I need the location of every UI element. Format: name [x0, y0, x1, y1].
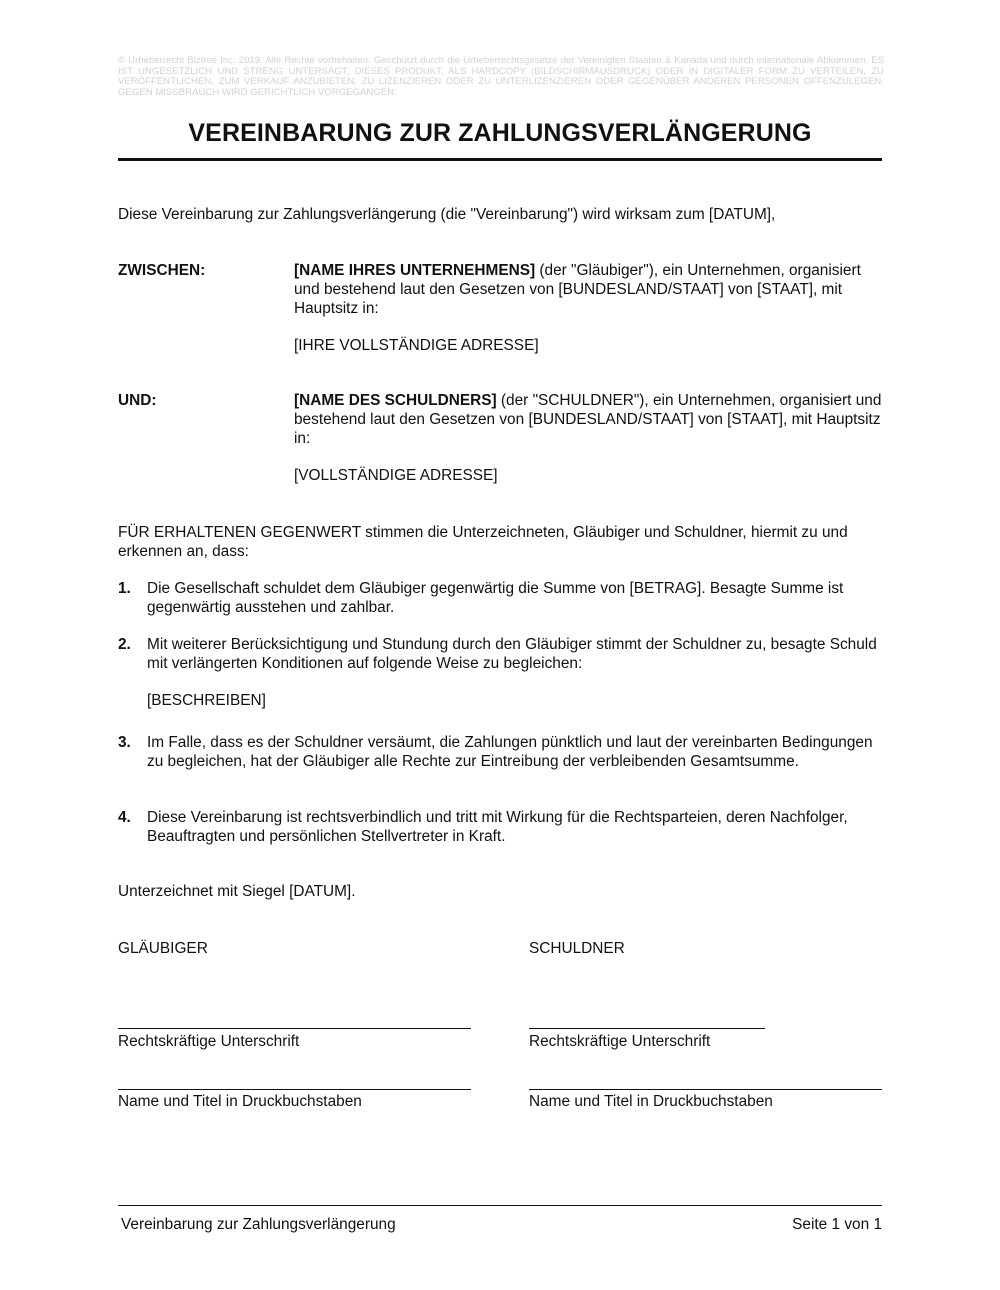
footer-page-number: Seite 1 von 1 [792, 1216, 882, 1233]
footer-divider [118, 1205, 882, 1206]
item-extra-placeholder: [BESCHREIBEN] [147, 692, 266, 709]
item-text: Die Gesellschaft schuldet dem Gläubiger gegenwärtig die Summe von [BETRAG]. Besagte Summe ist gegenwärtig ausstehen und zahlbar. [147, 580, 844, 616]
creditor-name: [NAME IHRES UNTERNEHMENS] [294, 262, 536, 279]
creditor-label: ZWISCHEN: [118, 262, 206, 279]
item-number: 1. [118, 580, 131, 597]
copyright-notice: © Urheberrecht Biztree Inc. 2019. Alle Rechte vorbehalten. Geschützt durch die Urheberrechtsgesetze der Vereinigten Staaten & Kanada und durch internationale Abkommen. ES IST UNGESETZLICH UND STRENG UNTERSAGT, DIESES PRODUKT, ALS HARDCOPY (BILDSCHIRMAUSDRUCK) ODER IN DIGITALER FORM ZU VERTEILEN, ZU VERÖFFENTLICHEN, ZUM VERKAUF ANZUBIETEN, ZU LIZENZIEREN ODER ZU UNTERLIZENZIEREN ODER GEGENÜBER ANDEREN PERSONEN OFFENZULEGEN. GEGEN MISSBRAUCH WIRD GERICHTLICH VORGEGANGEN. [118, 55, 884, 98]
debtor-signature-line [529, 1028, 765, 1029]
creditor-signature-label: Rechtskräftige Unterschrift [118, 1033, 300, 1050]
document-title: VEREINBARUNG ZUR ZAHLUNGSVERLÄNGERUNG [188, 119, 812, 147]
consideration-paragraph: FÜR ERHALTENEN GEGENWERT stimmen die Unterzeichneten, Gläubiger und Schuldner, hiermit zu und erkennen an, dass: [118, 524, 848, 560]
creditor-name-label: Name und Titel in Druckbuchstaben [118, 1093, 362, 1110]
debtor-name-line [529, 1089, 882, 1090]
item-number: 4. [118, 809, 131, 826]
footer-document-name: Vereinbarung zur Zahlungsverlängerung [121, 1216, 396, 1233]
debtor-name: [NAME DES SCHULDNERS] [294, 392, 497, 409]
item-number: 3. [118, 734, 131, 751]
item-text: Diese Vereinbarung ist rechtsverbindlich und tritt mit Wirkung für die Rechtsparteien, deren Nachfolger, Beauftragten und persönlichen Stellvertreter in Kraft. [147, 809, 848, 845]
creditor-signature-line [118, 1028, 471, 1029]
debtor-address: [VOLLSTÄNDIGE ADRESSE] [294, 467, 498, 484]
debtor-name-label: Name und Titel in Druckbuchstaben [529, 1093, 773, 1110]
item-number: 2. [118, 636, 131, 653]
debtor-signature-label: Rechtskräftige Unterschrift [529, 1033, 711, 1050]
creditor-name-line [118, 1089, 471, 1090]
title-divider [118, 158, 882, 161]
creditor-description: (der "Gläubiger"), ein Unternehmen, organisiert und bestehend laut den Gesetzen von [BUNDESLAND/STAAT] von [STAAT], mit Hauptsitz in: [294, 262, 861, 317]
debtor-block [294, 391, 884, 448]
creditor-address: [IHRE VOLLSTÄNDIGE ADRESSE] [294, 337, 539, 354]
creditor-block [294, 261, 884, 318]
debtor-description: (der "SCHULDNER"), ein Unternehmen, organisiert und bestehend laut den Gesetzen von [BUNDESLAND/STAAT] von [STAAT], mit Hauptsitz in: [294, 392, 882, 447]
item-text: Im Falle, dass es der Schuldner versäumt, die Zahlungen pünktlich und laut der vereinbarten Bedingungen zu begleichen, hat der Gläubiger alle Rechte zur Eintreibung der verbleibenden Gesamtsumme. [147, 734, 873, 770]
debtor-signature-heading: SCHULDNER [529, 940, 625, 957]
item-text: Mit weiterer Berücksichtigung und Stundung durch den Gläubiger stimmt der Schuldner zu, besagte Schuld mit verlängerten Konditionen auf folgende Weise zu begleichen: [147, 636, 877, 672]
creditor-signature-heading: GLÄUBIGER [118, 940, 208, 957]
intro-paragraph: Diese Vereinbarung zur Zahlungsverlängerung (die "Vereinbarung") wird wirksam zum [DATUM], [118, 206, 776, 223]
debtor-label: UND: [118, 392, 157, 409]
signed-statement: Unterzeichnet mit Siegel [DATUM]. [118, 883, 356, 900]
